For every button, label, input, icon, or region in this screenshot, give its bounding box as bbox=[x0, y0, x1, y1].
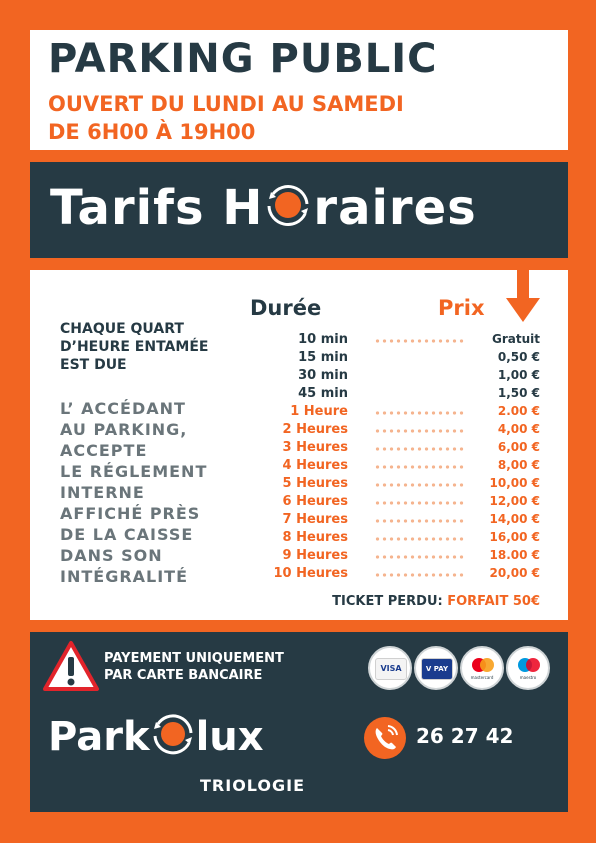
mastercard-icon bbox=[460, 646, 504, 690]
rules-line: LE RÉGLEMENT bbox=[60, 462, 208, 481]
dot-leader bbox=[374, 411, 464, 415]
rate-row bbox=[30, 404, 568, 422]
rules-line: INTÉGRALITÉ bbox=[60, 567, 189, 586]
logo-end: lux bbox=[195, 714, 264, 760]
rate-price: 4,00 € bbox=[497, 422, 540, 436]
header-panel bbox=[30, 30, 568, 150]
phone-number: 26 27 42 bbox=[416, 724, 514, 748]
rules-line: DANS SON bbox=[60, 546, 163, 565]
tarifs-banner bbox=[30, 162, 568, 258]
rate-row bbox=[30, 332, 568, 350]
rate-row bbox=[30, 368, 568, 386]
banner-title-end: raires bbox=[313, 180, 477, 236]
maestro-label: maestro bbox=[519, 675, 537, 680]
visa-label: VISA bbox=[375, 658, 407, 680]
price-header: Prix bbox=[438, 296, 485, 320]
notice-line: CHAQUE QUART bbox=[60, 321, 184, 337]
parkolux-logo bbox=[48, 712, 264, 760]
rate-price: 12,00 € bbox=[489, 494, 540, 508]
rate-duration: 10 min bbox=[298, 332, 348, 347]
rules-line: ACCEPTE bbox=[60, 441, 148, 460]
lost-ticket-label: TICKET PERDU: bbox=[332, 594, 443, 609]
rate-duration: 9 Heures bbox=[282, 548, 348, 563]
opening-hours: DE 6H00 À 19H00 bbox=[48, 120, 256, 144]
rate-price: 10,00 € bbox=[489, 476, 540, 490]
rules-line: AFFICHÉ PRÈS bbox=[60, 504, 201, 523]
rules-line: DE LA CAISSE bbox=[60, 525, 194, 544]
rate-duration: 2 Heures bbox=[282, 422, 348, 437]
rate-price: 16,00 € bbox=[489, 530, 540, 544]
dot-leader bbox=[374, 573, 464, 577]
rules-line: L’ ACCÉDANT bbox=[60, 399, 186, 418]
banner-title bbox=[50, 180, 477, 236]
rates-panel bbox=[30, 270, 568, 620]
payment-line: PAYEMENT UNIQUEMENT bbox=[104, 651, 284, 666]
duration-header: Durée bbox=[250, 296, 322, 320]
rate-duration: 3 Heures bbox=[282, 440, 348, 455]
rate-price: 1,50 € bbox=[497, 386, 540, 400]
rate-row bbox=[30, 350, 568, 368]
visa-icon bbox=[368, 646, 412, 690]
rules-line: AU PARKING, bbox=[60, 420, 188, 439]
rate-row bbox=[30, 530, 568, 548]
lost-ticket-line bbox=[332, 594, 540, 609]
rate-price: 8,00 € bbox=[497, 458, 540, 472]
vpay-label: V PAY bbox=[421, 658, 453, 680]
mastercard-label: mastercard bbox=[470, 675, 494, 680]
rate-price: 14,00 € bbox=[489, 512, 540, 526]
clock-o-icon bbox=[263, 180, 313, 230]
arrow-down-icon bbox=[506, 270, 540, 324]
rate-duration: 6 Heures bbox=[282, 494, 348, 509]
logo-clock-icon bbox=[150, 712, 196, 756]
rate-price: 6,00 € bbox=[497, 440, 540, 454]
payment-line: PAR CARTE BANCAIRE bbox=[104, 668, 263, 683]
phone-icon bbox=[363, 716, 407, 760]
rate-duration: 45 min bbox=[298, 386, 348, 401]
dot-leader bbox=[374, 465, 464, 469]
rate-duration: 1 Heure bbox=[290, 404, 348, 419]
rate-row bbox=[30, 458, 568, 476]
rate-row bbox=[30, 494, 568, 512]
dot-leader bbox=[374, 537, 464, 541]
rate-row bbox=[30, 386, 568, 404]
rate-duration: 4 Heures bbox=[282, 458, 348, 473]
dot-leader bbox=[374, 501, 464, 505]
rate-duration: 5 Heures bbox=[282, 476, 348, 491]
rate-row bbox=[30, 440, 568, 458]
notice-line: D’HEURE ENTAMÉE bbox=[60, 339, 209, 355]
notice-line: EST DUE bbox=[60, 357, 127, 373]
rate-price: Gratuit bbox=[492, 332, 540, 346]
dot-leader bbox=[374, 483, 464, 487]
logo-subtitle: TRIOLOGIE bbox=[200, 776, 306, 795]
rate-duration: 10 Heures bbox=[273, 566, 348, 581]
rules-line: INTERNE bbox=[60, 483, 145, 502]
rate-duration: 30 min bbox=[298, 368, 348, 383]
footer-panel bbox=[30, 632, 568, 812]
rate-price: 20,00 € bbox=[489, 566, 540, 580]
dot-leader bbox=[374, 447, 464, 451]
logo-start: Park bbox=[48, 714, 150, 760]
rate-price: 18.00 € bbox=[489, 548, 540, 562]
rate-row bbox=[30, 548, 568, 566]
dot-leader bbox=[374, 555, 464, 559]
rate-price: 1,00 € bbox=[497, 368, 540, 382]
rate-price: 2.00 € bbox=[497, 404, 540, 418]
warning-icon bbox=[42, 640, 100, 692]
rate-row bbox=[30, 512, 568, 530]
banner-title-start: Tarifs H bbox=[50, 180, 264, 236]
rate-duration: 15 min bbox=[298, 350, 348, 365]
maestro-icon bbox=[506, 646, 550, 690]
payment-notice bbox=[104, 650, 284, 684]
rate-duration: 7 Heures bbox=[282, 512, 348, 527]
rate-price: 0,50 € bbox=[497, 350, 540, 364]
lost-ticket-fee: FORFAIT 50€ bbox=[447, 594, 540, 609]
page-title: PARKING PUBLIC bbox=[48, 36, 438, 82]
rate-row bbox=[30, 422, 568, 440]
vpay-icon bbox=[414, 646, 458, 690]
rate-row bbox=[30, 566, 568, 584]
dot-leader bbox=[374, 519, 464, 523]
opening-days: OUVERT DU LUNDI AU SAMEDI bbox=[48, 92, 404, 116]
dot-leader bbox=[374, 339, 464, 343]
dot-leader bbox=[374, 429, 464, 433]
rate-duration: 8 Heures bbox=[282, 530, 348, 545]
rate-row bbox=[30, 476, 568, 494]
